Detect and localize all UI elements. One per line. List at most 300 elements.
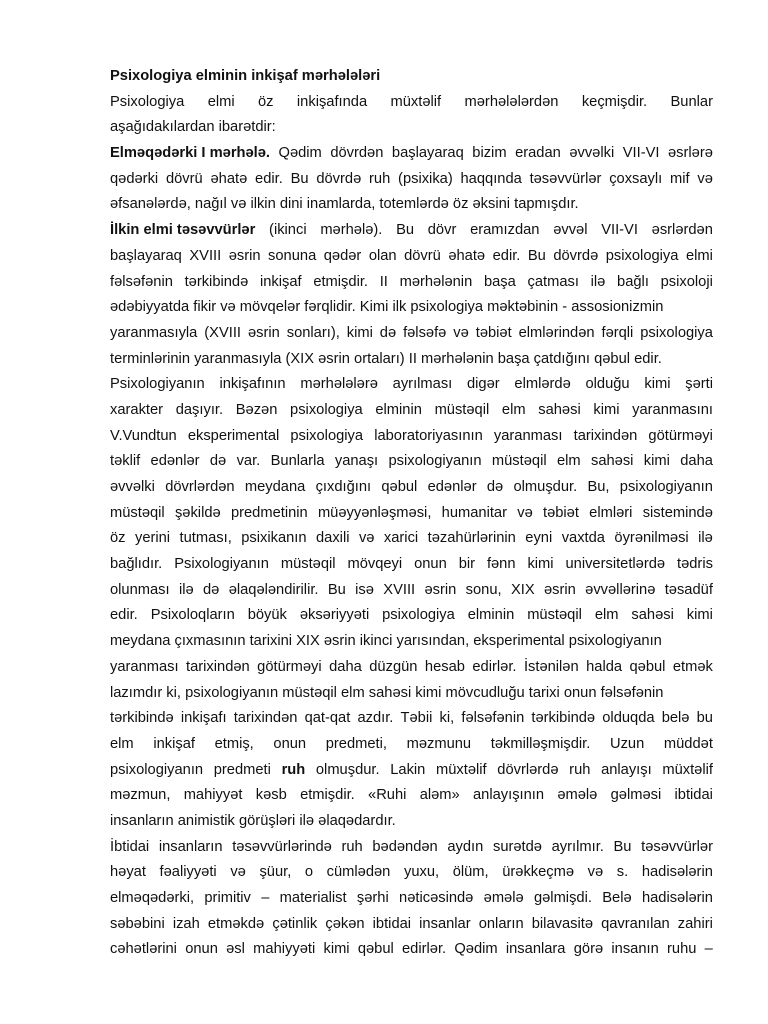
- word: XVIII: [383, 581, 416, 598]
- word: görə: [573, 941, 604, 958]
- word: sonları),: [286, 324, 340, 341]
- word: məzmunu: [406, 735, 472, 752]
- word: qavranılan: [601, 915, 670, 932]
- word: olduqda: [602, 710, 655, 727]
- word: «Ruhi: [368, 787, 407, 804]
- text-line: [110, 90, 713, 116]
- word: çəkən: [325, 915, 365, 932]
- word: təbiət: [475, 324, 512, 341]
- text-line: [110, 526, 713, 552]
- word: halda: [586, 658, 623, 675]
- word: Uzun: [609, 735, 645, 752]
- word: mərhələlərə: [300, 376, 378, 393]
- word: elmi: [207, 93, 235, 110]
- word: elmlərdə: [514, 376, 571, 393]
- word: edirlər.: [402, 941, 447, 958]
- word: sahəsi: [631, 607, 674, 624]
- text-line: [110, 809, 713, 835]
- word: dövrü: [165, 170, 203, 187]
- word: fərqli: [601, 324, 634, 341]
- word: əksəriyyəti: [299, 607, 370, 624]
- text-line: [110, 270, 713, 296]
- word: daha: [329, 658, 362, 675]
- word: hadisələrin: [641, 890, 713, 906]
- word: kəsb: [255, 787, 287, 804]
- word: əsrin: [424, 581, 457, 598]
- text-line: [110, 732, 713, 758]
- word: qədərki: [110, 170, 159, 187]
- word: tutması,: [179, 530, 232, 547]
- word: əhatə: [448, 247, 486, 264]
- word: edirlər.: [472, 658, 517, 675]
- word: etmişdir.: [300, 787, 355, 804]
- word: mərhələnin: [399, 273, 473, 290]
- word: düzgün: [369, 658, 418, 675]
- word: çətinlik: [272, 915, 318, 932]
- word: fənn: [486, 556, 516, 573]
- word: kimi: [643, 453, 670, 470]
- word: elminin: [467, 607, 515, 624]
- word: edənlər: [150, 453, 200, 470]
- word: şərti: [685, 376, 713, 393]
- word: tədris: [677, 556, 713, 573]
- word: primitiv: [204, 890, 251, 906]
- word: sonu,: [465, 581, 502, 598]
- word: bağlı: [617, 273, 649, 290]
- word: Təbii: [400, 710, 433, 727]
- word: XVIII: [189, 247, 222, 264]
- word: kimi: [527, 556, 554, 573]
- text-line: [110, 295, 713, 321]
- word: yerini: [134, 530, 171, 547]
- word: Elməqədərki I mərhələ.: [110, 145, 271, 162]
- word: sonuna: [268, 247, 317, 264]
- word: aləm»: [419, 787, 460, 804]
- word: başa: [483, 273, 516, 290]
- text-line: [110, 578, 713, 604]
- word: psixikanın: [241, 530, 307, 547]
- word: etmişdir.: [313, 273, 368, 290]
- word: ürəkkeçmə: [502, 864, 575, 881]
- word: dövrlərdən: [165, 479, 235, 495]
- word: ibtidai: [372, 915, 412, 932]
- word: inkişaf: [259, 273, 302, 290]
- word: dövrdə: [553, 247, 599, 264]
- text-line: [110, 655, 713, 681]
- word: psixologiya: [290, 401, 363, 418]
- word: onun: [414, 556, 447, 573]
- word: azdır.: [357, 710, 394, 727]
- word: kimi: [323, 941, 350, 958]
- word: təsəvvürlər: [529, 170, 602, 187]
- word: ayrılması: [392, 376, 453, 393]
- word: elmi: [685, 247, 713, 264]
- text-run: lazımdır ki, psixologiyanın müstəqil elm sahəsi kimi mövcudluğu tarixi onun fəlsəfənin: [110, 684, 664, 701]
- word: müxtəlif: [390, 93, 442, 110]
- word: inkişafı: [180, 710, 227, 727]
- word: təsəvvürlər: [641, 838, 713, 855]
- document-title: Psixologiya elminin inkişaf mərhələləri: [110, 68, 381, 84]
- word: ilə: [590, 273, 606, 290]
- word: əvvəllərinə: [585, 581, 656, 598]
- word: mif: [670, 170, 690, 187]
- word: psixologiya: [382, 607, 455, 624]
- word: Qədim: [454, 941, 498, 958]
- word: qəbul: [629, 658, 666, 675]
- word: fəlsəfənin: [461, 710, 525, 727]
- word: müstəqil: [434, 401, 490, 418]
- word: İlkin elmi təsəvvürlər: [110, 222, 256, 239]
- word: öyrənilməsi: [614, 530, 689, 547]
- word: ki,: [439, 710, 455, 727]
- word: inkişafının: [219, 376, 286, 393]
- text-line: [110, 398, 713, 424]
- word: Belə: [602, 890, 632, 906]
- text-line: [110, 218, 713, 244]
- text-run: meydana çıxmasının tarixini XIX əsrin ikinci yarısından, eksperimental psixologiyanın: [110, 633, 662, 650]
- word: və: [587, 864, 604, 881]
- word: edir.: [110, 607, 138, 624]
- text-line: [110, 244, 713, 270]
- word: universitetlərdə: [565, 556, 666, 573]
- word: dövr: [427, 222, 457, 239]
- word: yaranması: [493, 427, 563, 444]
- word: əhatə: [210, 170, 248, 187]
- word: ruh: [281, 761, 306, 778]
- word: XIX: [510, 581, 535, 598]
- word: ruh: [341, 838, 363, 855]
- word: öz: [110, 530, 126, 547]
- text-line: [110, 501, 713, 527]
- word: var.: [236, 453, 261, 470]
- word: elmlərindən: [518, 324, 595, 341]
- text-line: [110, 192, 713, 218]
- word: digər: [467, 376, 500, 393]
- word: əmələ: [483, 890, 524, 906]
- word: elm: [594, 607, 619, 624]
- word: –: [704, 941, 713, 958]
- word: Bunlar: [670, 93, 713, 110]
- word: eksperimental: [187, 427, 280, 444]
- word: mahiyyəti: [253, 941, 316, 958]
- word: II: [379, 273, 388, 290]
- word: olunması: [110, 581, 170, 598]
- text-line: [110, 449, 713, 475]
- word: (ikinci: [269, 222, 307, 239]
- word: daha: [680, 453, 713, 470]
- word: tarixindən: [186, 658, 250, 675]
- word: müstəqil: [491, 453, 547, 470]
- text-run: ədəbiyyatda fikir və mövqelər fərqlidir. Kimi ilk psixologiya məktəbinin - assosionizmin: [110, 299, 664, 316]
- word: başlayaraq: [110, 247, 182, 264]
- word: müəyyənləşməsi,: [317, 504, 432, 521]
- word: ölüm,: [452, 864, 489, 881]
- word: əvvəl: [553, 222, 588, 239]
- word: əsrlərdən: [651, 222, 713, 239]
- word: psixologiyanın: [619, 479, 713, 495]
- word: xarakter: [110, 401, 164, 418]
- word: yanaşı: [334, 453, 379, 470]
- text-line: [110, 783, 713, 809]
- word: hadisələrin: [641, 864, 713, 881]
- word: Psixologiyanın: [110, 376, 205, 393]
- word: predmeti: [213, 761, 271, 778]
- word: psixoloji: [660, 273, 713, 290]
- word: bir: [458, 556, 476, 573]
- word: müddət: [663, 735, 713, 752]
- word: onların: [478, 915, 524, 932]
- word: etmiş,: [214, 735, 254, 752]
- word: insanlar: [419, 915, 471, 932]
- word: tarixindən: [233, 710, 298, 727]
- word: bizim: [472, 145, 507, 162]
- word: daxili: [316, 530, 350, 547]
- text-run: terminlərinin yaranmasıyla (XIX əsrin ortaları) II mərhələnin başa çatdığını qəbul edir.: [110, 350, 662, 367]
- word: ruh: [569, 761, 591, 778]
- word: kimi: [346, 324, 373, 341]
- document-page: [110, 64, 713, 963]
- word: etməkdə: [207, 915, 265, 932]
- word: insanlara: [505, 941, 566, 958]
- word: cəhətlərini: [110, 941, 177, 958]
- word: Lakin: [390, 761, 426, 778]
- word: isə: [355, 581, 374, 598]
- word: psixologiya: [605, 247, 679, 264]
- word: yaranmasını: [632, 401, 713, 418]
- word: mövqeyi: [347, 556, 403, 573]
- word: Bu: [527, 247, 546, 264]
- word: hesab: [424, 658, 465, 675]
- word: olmuşdur.: [315, 761, 380, 778]
- word: şərhi: [356, 890, 389, 906]
- word: Bu,: [587, 479, 610, 495]
- word: və: [230, 864, 246, 881]
- word: təzahürlərinin: [427, 530, 516, 547]
- word: psixologiya: [640, 324, 713, 341]
- word: şəkildə: [174, 504, 221, 521]
- text-line: [110, 912, 713, 938]
- text-run: insanların animistik görüşləri ilə əlaqədardır.: [110, 812, 396, 829]
- word: izah: [172, 915, 200, 932]
- word: Bunlarla: [270, 453, 325, 470]
- word: yaranmasıyla: [110, 324, 198, 341]
- word: dövrü: [404, 247, 441, 264]
- text-line: [110, 372, 713, 398]
- word: Bu: [327, 581, 346, 598]
- word: ilə: [178, 581, 194, 598]
- word: bilavasitə: [531, 915, 593, 932]
- text-line: [110, 860, 713, 886]
- word: tərkibində: [184, 273, 249, 290]
- word: gəlmişdi.: [533, 890, 592, 906]
- word: kimi: [593, 401, 620, 418]
- word: belə: [661, 710, 690, 727]
- word: müxtəlif: [662, 761, 713, 778]
- word: insanların: [158, 838, 223, 855]
- word: olmuşdur.: [513, 479, 578, 495]
- word: psixologiyanın: [388, 453, 482, 470]
- word: əsrin: [543, 581, 576, 598]
- word: eramızdan: [470, 222, 540, 239]
- word: VII-VI: [601, 222, 638, 239]
- word: fəlsəfənin: [110, 273, 173, 290]
- word: onun: [185, 941, 218, 958]
- word: də: [379, 324, 397, 341]
- word: bu: [696, 710, 713, 727]
- text-line: [110, 886, 713, 912]
- text-run: əfsanələrdə, nağıl və ilkin dini inamlarda, totemlərdə öz əksini tapmışdır.: [110, 196, 579, 213]
- word: ibtidai: [674, 787, 713, 804]
- word: götürməyi: [648, 427, 713, 444]
- word: etmək: [672, 658, 713, 675]
- word: mərhələlərdən: [464, 93, 559, 110]
- word: çıxdığını: [315, 479, 372, 495]
- word: (psixika): [398, 170, 453, 187]
- word: əlaqələndirilir.: [228, 581, 319, 598]
- word: Bu: [613, 838, 632, 855]
- word: inkişaf: [153, 735, 195, 752]
- word: də: [486, 479, 504, 495]
- word: götürməyi: [257, 658, 322, 675]
- text-line: [110, 681, 713, 707]
- word: əsrlərə: [668, 145, 713, 162]
- word: aydın: [447, 838, 484, 855]
- word: humanitar: [441, 504, 507, 521]
- word: ilə: [698, 530, 713, 547]
- word: onun: [273, 735, 307, 752]
- word: və: [517, 504, 533, 521]
- word: VII-VI: [622, 145, 660, 162]
- word: elməqədərki,: [110, 890, 195, 906]
- word: qəbul: [381, 479, 418, 495]
- word: olan: [368, 247, 397, 264]
- word: öz: [258, 93, 274, 110]
- word: dövrdən: [330, 145, 384, 162]
- word: təklif: [110, 453, 141, 470]
- word: Psixologiyanın: [174, 556, 269, 573]
- word: predmeti,: [325, 735, 387, 752]
- word: zahiri: [677, 915, 713, 932]
- word: qədər: [323, 247, 362, 264]
- word: elm: [501, 401, 526, 418]
- word: eyni: [525, 530, 553, 547]
- text-line: [110, 552, 713, 578]
- word: qat-qat: [304, 710, 351, 727]
- word: dövrdə: [316, 170, 362, 187]
- word: psixologiyanın: [110, 761, 204, 778]
- word: cümlədən: [326, 864, 391, 881]
- word: kimi: [644, 376, 671, 393]
- word: də: [203, 581, 220, 598]
- word: Psixoloqların: [150, 607, 235, 624]
- text-line: [110, 347, 713, 373]
- word: təbiət: [542, 504, 579, 521]
- word: təsəvvürlərində: [232, 838, 332, 855]
- word: səbəbini: [110, 915, 165, 932]
- word: və: [697, 170, 713, 187]
- word: böyük: [247, 607, 287, 624]
- text-line: [110, 141, 713, 167]
- word: və: [358, 530, 375, 547]
- word: xarici: [383, 530, 419, 547]
- word: təsadüf: [664, 581, 713, 598]
- word: ayrılmır.: [551, 838, 604, 855]
- word: tarixindən: [573, 427, 638, 444]
- word: yuxu,: [403, 864, 440, 881]
- word: anlayışı: [601, 761, 652, 778]
- word: dövrlərdə: [497, 761, 559, 778]
- text-line: [110, 937, 713, 963]
- word: bədəndən: [372, 838, 438, 855]
- word: edir.: [255, 170, 283, 187]
- word: sahəsi: [538, 401, 581, 418]
- word: əvvəlki: [110, 479, 155, 495]
- text-line: [110, 603, 713, 629]
- word: mahiyyət: [183, 787, 243, 804]
- word: yaranması: [110, 658, 179, 675]
- word: o: [304, 864, 314, 881]
- word: psixologiya: [290, 427, 364, 444]
- text-line: [110, 475, 713, 501]
- word: də: [209, 453, 227, 470]
- word: inkişafında: [296, 93, 368, 110]
- word: bağlıdır.: [110, 556, 163, 573]
- word: eradan: [515, 145, 561, 162]
- word: çatması: [527, 273, 579, 290]
- word: müxtəlif: [436, 761, 487, 778]
- word: sistemində: [642, 504, 713, 521]
- word: edir.: [492, 247, 521, 264]
- word: laboratoriyasının: [374, 427, 483, 444]
- text-line: [110, 835, 713, 861]
- word: gəlməsi: [610, 787, 662, 804]
- word: meydana: [244, 479, 306, 495]
- word: həyat: [110, 864, 146, 881]
- word: qəbul: [357, 941, 394, 958]
- word: haqqında: [460, 170, 522, 187]
- text-line: [110, 115, 713, 141]
- word: materialist: [279, 890, 347, 906]
- word: şüur,: [259, 864, 292, 881]
- text-line: [110, 167, 713, 193]
- word: məzmun,: [110, 787, 171, 804]
- word: İstənilən: [523, 658, 579, 675]
- word: Bu: [396, 222, 415, 239]
- word: müstəqil: [280, 556, 336, 573]
- text-run: aşağıdakılardan ibarətdir:: [110, 119, 276, 136]
- text-line: [110, 706, 713, 732]
- word: çoxsaylı: [609, 170, 663, 187]
- word: Psixologiya: [110, 93, 185, 110]
- word: s.: [616, 864, 629, 881]
- word: əmələ: [557, 787, 598, 804]
- word: elm: [556, 453, 581, 470]
- document-body: [110, 90, 713, 963]
- word: –: [261, 890, 270, 906]
- word: elmləri: [589, 504, 633, 521]
- word: tərkibində: [110, 710, 174, 727]
- text-line: [110, 424, 713, 450]
- word: əsrin: [228, 247, 261, 264]
- word: olduğu: [585, 376, 630, 393]
- word: ruhu: [667, 941, 697, 958]
- word: və: [453, 324, 469, 341]
- word: (XVIII: [204, 324, 242, 341]
- word: Qədim: [278, 145, 322, 162]
- word: müstəqil: [527, 607, 582, 624]
- word: V.Vundtun: [110, 427, 177, 444]
- word: Bu: [290, 170, 309, 187]
